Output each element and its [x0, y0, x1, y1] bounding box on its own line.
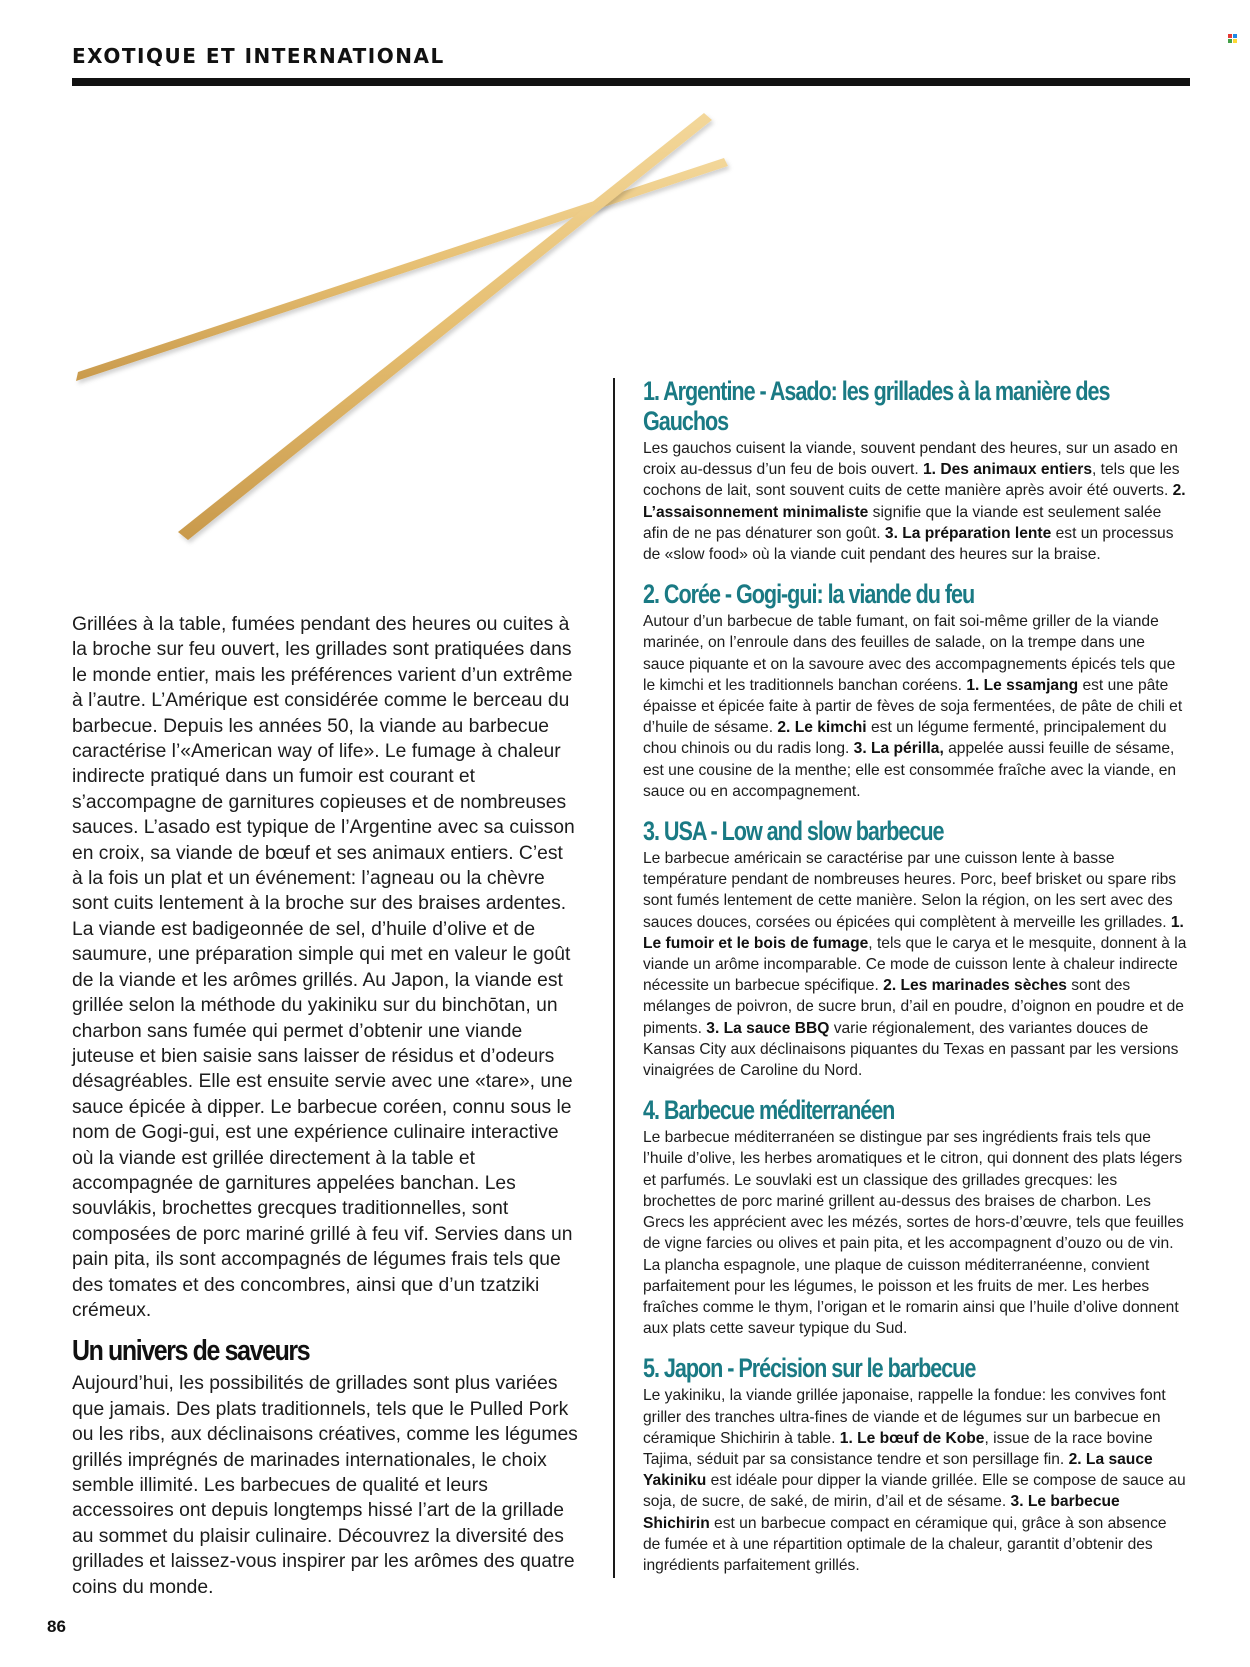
section-heading: 3. USA - Low and slow barbecue: [643, 816, 944, 847]
chopstick-lower: [178, 113, 712, 540]
section-body: [643, 1385, 1187, 1576]
section-body: [643, 611, 1187, 802]
body-text: signifie que la viande est seulement salée afin de ne pas dénaturer son goût.: [643, 503, 1162, 542]
body-text: , issue de la race bovine Tajima, séduit par sa consistance tendre et son persillage fin.: [643, 1429, 1153, 1468]
subsection-paragraph: Aujourd’hui, les possibilités de grillades sont plus variées que jamais. Des plats traditionnels, tels que le Pulled Pork ou les ribs, aux déclinaisons créatives, comme les légumes grillés imprégnés de marinades internationales, le choix semble illimité. Les barbecues de qualité et leurs accessoires ont depuis longtemps hissé l’art de la grillade au sommet du plaisir culinaire. Découvrez la diversité des grillades et laissez-vous inspirer par les arômes des quatre coins du monde.: [72, 1373, 578, 1598]
section-usa: [643, 816, 1187, 1081]
body-text: est un processus de «slow food» où la viande cuit pendant des heures sur la braise.: [643, 524, 1174, 564]
section-mediterranee: [643, 1095, 1187, 1339]
section-argentine: [643, 376, 1187, 565]
body-text: Le barbecue méditerranéen se distingue par ses ingrédients frais tels que l’huile d’olive, les herbes aromatiques et le citron, qui donnent des plats légers et parfumés. Le souvlaki est un classique des grillades grecques: les brochettes de porc mariné grillent au-dessus des braises de charbon. Les Grecs les apprécient avec les mézés, sortes de hors-d’œuvre, tels que feuilles de vigne farcies ou olives et pain pita, et les accompagnent d’ouzo ou de vin. La plancha espagnole, une plaque de cuisson méditerranéenne, convient parfaitement pour les légumes, le poisson et les fruits de mer. Les herbes fraîches comme le thym, l’origan et le romarin ainsi que l’huile d’olive donnent aux plats cette saveur typique du Sud.: [643, 1129, 1184, 1338]
left-column: [72, 612, 578, 1600]
bold-keyword: 3. La préparation lente: [884, 524, 1052, 542]
bold-keyword: 1. Le fumoir et le bois de fumage: [643, 913, 1184, 952]
bold-keyword: 2. Les marinades sèches: [883, 977, 1067, 995]
body-text: Autour d’un barbecue de table fumant, on fait soi-même griller de la viande marinée, on l’enroule dans des feuilles de salade, on la trempe dans une sauce piquante et on la savoure avec des accompagnements épicés tels que le kimchi et les traditionnels banchan coréens.: [643, 613, 1176, 694]
section-body: [643, 438, 1187, 565]
section-coree: [643, 579, 1187, 802]
bold-keyword: 1. Le ssamjang: [966, 676, 1079, 694]
body-text: , tels que les cochons de lait, sont souvent cuits de cette manière après avoir été ouverts.: [643, 461, 1180, 500]
body-text: est une pâte épaisse et épicée faite à partir de fèves de soja fermentées, de pâte de chili et d’huile de sésame.: [643, 676, 1183, 737]
body-text: , tels que le carya et le mesquite, donnent à la viande un arôme incomparable. Ce mode de cuisson lente à chaleur indirecte nécessite un barbecue spécifique.: [643, 934, 1187, 995]
section-heading: 4. Barbecue méditerranéen: [643, 1095, 895, 1126]
bold-keyword: 3. La sauce BBQ: [706, 1019, 830, 1037]
section-heading: 2. Corée - Gogi-gui: la viande du feu: [643, 579, 975, 610]
body-text: est un légume fermenté, principalement du chou chinois ou du radis long.: [643, 719, 1167, 758]
bold-keyword: 1. Des animaux entiers: [922, 461, 1092, 479]
column-divider: [613, 378, 615, 1578]
section-heading: 5. Japon - Précision sur le barbecue: [643, 1353, 976, 1384]
bold-keyword: 3. Le barbecue Shichirin: [643, 1493, 1120, 1532]
bold-keyword: 2. La sauce Yakiniku: [643, 1450, 1153, 1490]
page-number: 86: [47, 1617, 66, 1636]
body-text: appelée aussi feuille de sésame, est une cousine de la menthe; elle est consommée fraîche avec la viande, en sauce ou en accompagnement.: [643, 740, 1177, 800]
body-text: varie régionalement, des variantes douces de Kansas City aux déclinaisons piquantes du Texas en passant par les versions vinaigrées de Caroline du Nord.: [643, 1019, 1179, 1080]
right-column: [643, 376, 1187, 1590]
bold-keyword: 2. Le kimchi: [777, 719, 867, 737]
chopstick-upper: [76, 158, 728, 381]
section-title: EXOTIQUE ET INTERNATIONAL: [72, 44, 445, 68]
section-body: [643, 848, 1187, 1081]
body-text: est un barbecue compact en céramique qui, grâce à son absence de fumée et à une répartition optimale de la chaleur, garantit d’obtenir des ingrédients parfaitement grillés.: [643, 1514, 1167, 1574]
bold-keyword: 1. Le bœuf de Kobe: [839, 1429, 985, 1447]
brand-logo-icon: [1228, 34, 1237, 43]
bold-keyword: 2. L’assaisonnement minimaliste: [643, 482, 1186, 521]
header-rule: [72, 78, 1190, 86]
section-body: [643, 1127, 1187, 1339]
intro-paragraph: Grillées à la table, fumées pendant des heures ou cuites à la broche sur feu ouvert, les grillades sont pratiquées dans le monde entier, mais les préférences varient d’un extrême à l’autre. L’Amérique est considérée comme le berceau du barbecue. Depuis les années 50, la viande au barbecue caractérise l’«American way of life». Le fumage à chaleur indirecte pratiqué dans un fumoir est courant et s’accompagne de garnitures copieuses et de nombreuses sauces. L’asado est typique de l’Argentine avec sa cuisson en croix, sa viande de bœuf et ses animaux entiers. C’est à la fois un plat et un événement: l’agneau ou la chèvre sont cuits lentement à la broche sur des braises ardentes. La viande est badigeonnée de sel, d’huile d’olive et de saumure, une préparation simple qui met en valeur le goût de la viande et les arômes grillés. Au Japon, la viande est grillée selon la méthode du yakiniku sur du binchōtan, un charbon sans fumée qui permet d’obtenir une viande juteuse et bien saisie sans laisser de résidus et d’odeurs désagréables. Elle est ensuite servie avec une «tare», une sauce épicée à dipper. Le barbecue coréen, connu sous le nom de Gogi-gui, est une expérience culinaire interactive où la viande est grillée directement à la table et accompagnée de garnitures appelées banchan. Les souvlákis, brochettes grecques traditionnelles, sont composées de porc mariné grillé à feu vif. Servies dans un pain pita, ils sont accompagnés de légumes frais tels que des tomates et des concombres, ainsi que d’un tzatziki crémeux.: [72, 614, 575, 1321]
body-text: sont des mélanges de poivron, de sucre brun, d’ail en poudre, d’oignon en poudre et de piments.: [643, 977, 1184, 1037]
section-japon: [643, 1353, 1187, 1576]
body-text: est idéale pour dipper la viande grillée. Elle se compose de sauce au soja, de sucre, de saké, de mirin, d’ail et de sésame.: [643, 1472, 1186, 1511]
section-heading: 1. Argentine - Asado: les grillades à la manière des Gauchos: [643, 376, 1110, 436]
body-text: Les gauchos cuisent la viande, souvent pendant des heures, sur un asado en croix au-dessus d’un feu de bois ouvert.: [643, 440, 1178, 479]
subsection-title: Un univers de saveurs: [72, 1335, 310, 1368]
body-text: Le barbecue américain se caractérise par une cuisson lente à basse température pendant de nombreuses heures. Porc, beef brisket ou spare ribs sont fumés lentement de cette manière. Selon la région, on les sert avec des sauces douces, corsées ou épicées qui complètent à merveille les grillades.: [643, 850, 1177, 931]
bold-keyword: 3. La périlla,: [853, 740, 944, 758]
body-text: Le yakiniku, la viande grillée japonaise, rappelle la fondue: les convives font griller des tranches ultra-fines de viande et de légumes sur un barbecue en céramique Shichirin à table.: [643, 1387, 1166, 1447]
